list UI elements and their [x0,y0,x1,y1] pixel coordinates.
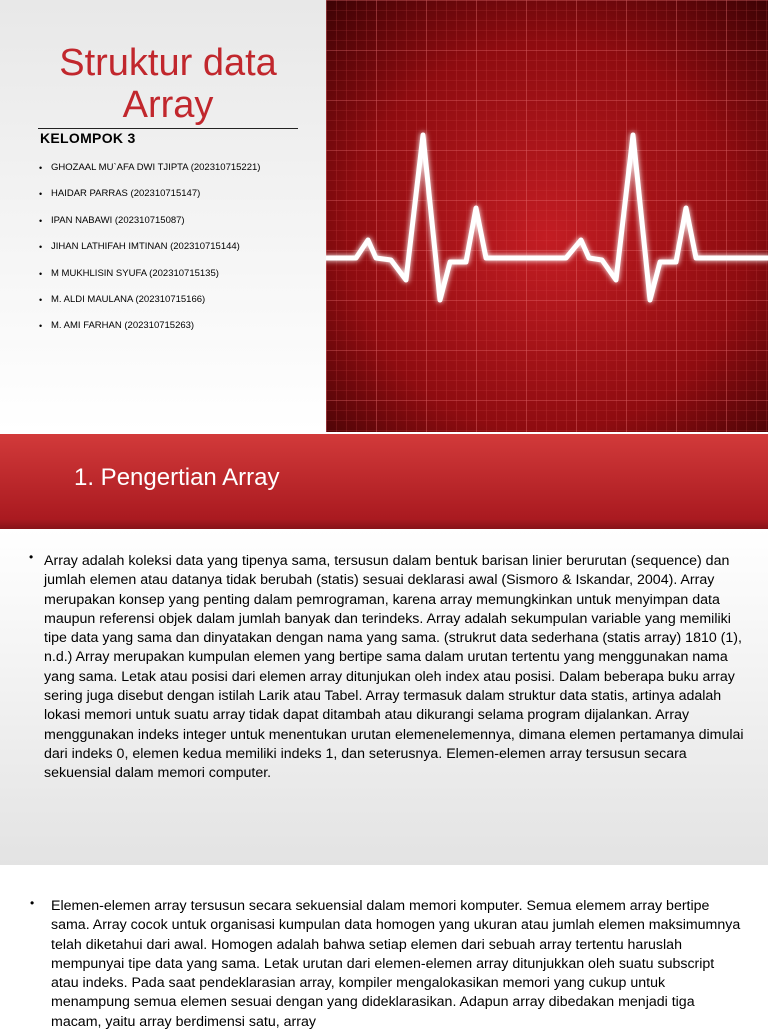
title-divider [38,128,298,129]
member-list [38,160,260,345]
member-item [38,292,260,318]
member-name: M MUKHLISIN SYUFA (202310715135) [51,267,219,279]
member-name: JIHAN LATHIFAH IMTINAN (202310715144) [51,241,240,253]
bullet-icon: • [39,242,43,253]
bullet-icon: • [39,294,43,305]
bullet-icon: • [39,189,43,200]
member-item [38,266,260,292]
bullet-icon: • [39,215,43,226]
bullet-icon: • [39,268,43,279]
paragraph-array-elements: Elemen-elemen array tersusun secara sekuensial dalam memori komputer. Semua elemem array bertipe sama. Array cocok untuk organisasi kumpulan data homogen yang ukuran atau jumlah elemen maksimumnya telah diketahui dari awal. Homogen adalah bahwa setiap elemen dari sebuah array tertentu haruslah mempunyai tipe data yang sama. Letak urutan dari elemen-elemen array ditunjukkan oleh suatu subscript atau indeks. Pada saat pendeklarasian array, kompiler mengalokasikan memori yang cukup untuk menampung semua elemen sesuai dengan yang dideklarasikan. Adapun array dibedakan menjadi tiga macam, yaitu array berdimensi satu, array [51,898,741,1030]
bullet-icon: • [39,321,43,332]
member-item [38,213,260,239]
bullet-icon: • [30,896,35,910]
bullet-icon: • [29,550,34,564]
member-name: M. ALDI MAULANA (202310715166) [51,293,206,305]
bullet-icon: • [39,163,43,173]
title-slide [0,0,768,432]
member-name: HAIDAR PARRAS (202310715147) [51,188,201,200]
paragraph-pengertian-array: Array adalah koleksi data yang tipenya sama, tersusun dalam bentuk barisan linier berurutan (sequence) dan jumlah elemen atau datanya tidak berubah (statis) sesuai deklarasi awal (Sismoro & Iskandar, 2004). Array merupakan konsep yang penting dalam pemrograman, karena array memungkinkan untuk menyimpan data maupun referensi objek dalam jumlah banyak dan terindeks. Array adalah sekumpulan variable yang memiliki tipe data yang sama dan dinyatakan dengan nama yang sama. (strukrut data sederhana (statis array) 1810 (1), n.d.) Array merupakan kumpulan elemen yang bertipe sama dalam urutan tertentu yang menggunakan nama yang sama. Letak atau posisi dari elemen array ditunjukan oleh index atau posisi. Dalam beberapa buku array sering juga disebut dengan istilah Larik atau Tabel. Array termasuk dalam struktur data statis, artinya adalah lokasi memori untuk suatu array tidak dapat ditambah atau dikurangi selama program dijalankan. Array menggunakan indeks integer untuk menentukan urutan elemenelemennya, dimana elemen pertamanya dimulai dari indeks 0, elemen kedua memiliki indeks 1, dan seterusnya. Elemen-elemen array tersusun secara sekuensial dalam memori computer. [44,553,744,782]
member-name: IPAN NABAWI (202310715087) [51,214,185,226]
slide-title: Struktur data Array [59,42,277,126]
section-title: 1. Pengertian Array [74,464,280,491]
member-name: GHOZAAL MU`AFA DWI TJIPTA (202310715221) [51,162,261,173]
member-item [38,318,260,344]
member-item [38,160,260,186]
member-name: M. AMI FARHAN (202310715263) [51,320,195,332]
group-subtitle: KELOMPOK 3 [40,130,136,146]
member-item [38,239,260,265]
heartbeat-ecg-image [326,0,768,432]
member-item [38,186,260,212]
